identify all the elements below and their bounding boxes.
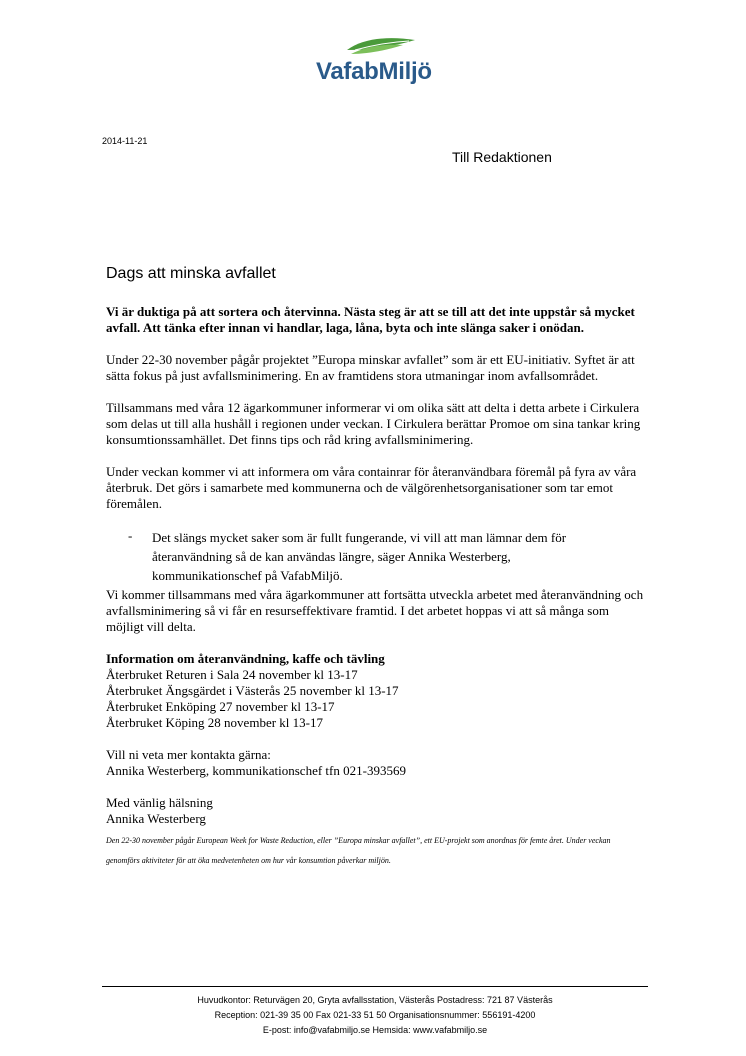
letter-date: 2014-11-21 xyxy=(102,136,148,146)
body-paragraph: Under 22-30 november pågår projektet ”Europa minskar avfallet” som är ett EU-initiativ. Syftet är att sätta fokus på just avfallsminimering. En av framtidens stora utmaningar inom avfallsområdet. xyxy=(106,352,635,383)
body-paragraph: Tillsammans med våra 12 ägarkommuner informerar vi om olika sätt att delta i detta arbete i Cirkulera som delas ut till alla hushåll i regionen under veckan. I Cirkulera berättar Promoe om sina tankar kring konsumtionssamhället. Det finns tips och råd kring avfallsminimering. xyxy=(106,400,641,447)
info-title: Information om återanvändning, kaffe och tävling xyxy=(106,651,385,666)
info-line: Återbruket Enköping 27 november kl 13-17 xyxy=(106,699,335,714)
body-paragraph: Under veckan kommer vi att informera om våra containrar för återanvändbara föremål på fyra av våra återbruk. Det görs i samarbete med kommunerna och de välgörenhetsorganisationer som tar emot föremålen. xyxy=(106,464,637,511)
logo-text: VafabMiljö xyxy=(316,58,432,85)
letter-title: Dags att minska avfallet xyxy=(106,265,276,282)
quote-block xyxy=(106,528,646,585)
quote-line: Det slängs mycket saker som är fullt fungerande, vi vill att man lämnar dem för xyxy=(152,530,567,545)
footnote: Den 22-30 november pågår European Week for Waste Reduction, eller ”Europa minskar avfallet”, ett EU-projekt som anordnas för femte året. Under veckan genomförs aktiviteter för att öka medvetenheten om hur vår konsumtion påverkar miljön. xyxy=(106,836,611,865)
quote-line: återanvändning så de kan användas längre, säger Annika Westerberg, xyxy=(152,549,511,564)
logo xyxy=(300,30,460,100)
quote-dash: - xyxy=(128,528,133,543)
lead-paragraph: Vi är duktiga på att sortera och återvinna. Nästa steg är att se till att det inte uppstår så mycket avfall. Att tänka efter innan vi handlar, laga, låna, byta och inte slänga saker i onödan. xyxy=(106,304,635,335)
quote-line: kommunikationschef på VafabMiljö. xyxy=(152,568,343,583)
closing-block xyxy=(106,795,646,827)
footer xyxy=(102,993,648,1038)
contact-block xyxy=(106,747,646,779)
closing-greeting: Med vänlig hälsning xyxy=(106,795,213,810)
contact-person: Annika Westerberg, kommunikationschef tfn 021-393569 xyxy=(106,763,406,778)
info-line: Återbruket Returen i Sala 24 november kl 13-17 xyxy=(106,667,358,682)
contact-intro: Vill ni veta mer kontakta gärna: xyxy=(106,747,271,762)
footer-line: Huvudkontor: Returvägen 20, Gryta avfallsstation, Västerås Postadress: 721 87 Västerås xyxy=(197,995,553,1005)
footer-divider xyxy=(102,986,648,987)
leaf-icon xyxy=(345,36,417,58)
footer-line: Reception: 021-39 35 00 Fax 021-33 51 50 Organisationsnummer: 556191-4200 xyxy=(214,1010,536,1020)
closing-name: Annika Westerberg xyxy=(106,811,206,826)
recipient: Till Redaktionen xyxy=(452,149,552,165)
body-paragraph: Vi kommer tillsammans med våra ägarkommuner att fortsätta utveckla arbetet med återanvändning och avfallsminimering så vi får en resurseffektivare framtid. I det arbetet hoppas vi att så många som möjligt vill delta. xyxy=(106,587,644,634)
info-line: Återbruket Köping 28 november kl 13-17 xyxy=(106,715,323,730)
letter-body xyxy=(106,304,646,871)
info-block xyxy=(106,651,646,731)
info-line: Återbruket Ängsgärdet i Västerås 25 november kl 13-17 xyxy=(106,683,399,698)
footer-line: E-post: info@vafabmiljo.se Hemsida: www.vafabmiljo.se xyxy=(262,1025,488,1035)
